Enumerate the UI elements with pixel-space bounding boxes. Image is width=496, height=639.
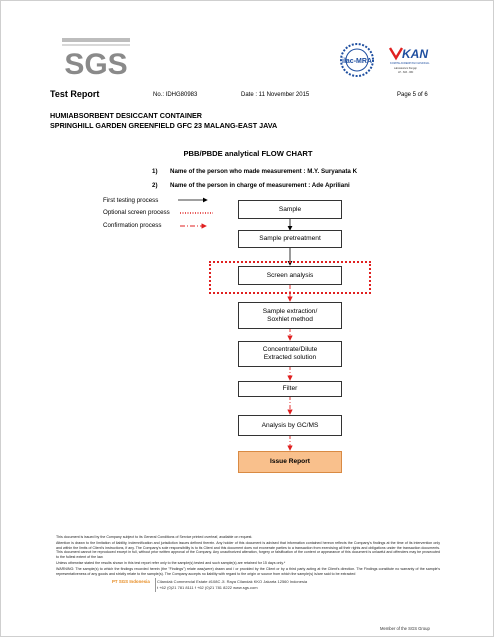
page-number: Page 5 of 6	[397, 92, 428, 98]
report-date: Date : 11 November 2015	[241, 92, 310, 98]
svg-text:Laboratorium Penguji: Laboratorium Penguji	[394, 67, 417, 70]
svg-text:LP - 603 - IDN: LP - 603 - IDN	[398, 71, 414, 74]
legend-confirmation: Confirmation process	[103, 222, 162, 229]
footer-address-2: t +62 (0)21 781 8111 f +62 (0)21 781 8222 www.sgs.com	[157, 585, 258, 590]
legend-first-testing: First testing process	[103, 197, 159, 204]
box-analysis-gcms: Analysis by GC/MS	[238, 415, 342, 436]
footer-member: Member of the SGS Group	[380, 626, 430, 631]
report-title: Test Report	[50, 89, 100, 99]
footer-para-1: This document is issued by the Company subject to its General Conditions of Service printed overleaf, available on request.	[56, 535, 253, 539]
company-line-1: HUMIABSORBENT DESICCANT CONTAINER	[50, 111, 202, 120]
footer-organization: PT SGS Indonesia	[112, 579, 150, 584]
box-sample-extraction: Sample extraction/ Soxhlet method	[238, 302, 342, 329]
sgs-logo-text: SGS	[64, 48, 128, 80]
person-2: Name of the person in charge of measurement : Ade Apriliani	[170, 182, 350, 189]
footer-para-2: Attention is drawn to the limitation of liability, indemnification and jurisdiction issues defined therein. Any holder of this document is advised that information contained hereon reflects the Company's findings at the time of its intervention only and within the limits of Client's instructions, if any. The Company's sole responsibility is to its Client and this document does not exonerate parties to a transaction from exercising all their rights and obligations under the transaction documents. This document cannot be reproduced except in full, without prior written approval of the Company. Any unauthorized alteration, forgery or falsification of the content or appearance of this document is unlawful and offenders may be prosecuted to the fullest extent of the law.	[56, 541, 440, 559]
svg-text:KOMITE AKREDITASI NASIONAL: KOMITE AKREDITASI NASIONAL	[390, 62, 430, 65]
box-screen-analysis: Screen analysis	[238, 266, 342, 285]
footer-address-1: Cilandak Commercial Estate #108C Jl. Raya Cilandak KKO Jakarta 12560 Indonesia	[157, 579, 308, 584]
footer-para-3: Unless otherwise stated the results shown in this test report refer only to the sample(s) tested and such sample(s) are retained for 15 days only.*	[56, 561, 286, 565]
footer-para-4: WARNING: The sample(s) to which the findings recorded herein (the "Findings") relate was(were) drawn and / or provided by the Client or by a third party acting at the Client's direction. The Findings constitute no warranty of the sample's representativeness of any goods and strictly relate to the sample(s). The Company accepts no liability with regard to the origin or source from which the sample(s) is/are said to be extracted	[56, 567, 440, 576]
box-issue-report: Issue Report	[238, 451, 342, 473]
svg-text:KAN: KAN	[402, 47, 428, 61]
box-sample-pretreatment: Sample pretreatment	[238, 230, 342, 248]
box-filter: Filter	[238, 381, 342, 397]
person-1-number: 1)	[152, 168, 158, 175]
box-concentrate: Concentrate/Dilute Extracted solution	[238, 341, 342, 367]
person-2-number: 2)	[152, 182, 158, 189]
footer-divider	[155, 578, 156, 592]
legend-optional-screen: Optional screen process	[103, 209, 170, 216]
company-line-2: SPRINGHILL GARDEN GREENFIELD GFC 23 MALANG-EAST JAVA	[50, 121, 278, 130]
svg-text:ilac-MRA: ilac-MRA	[342, 58, 372, 65]
person-1: Name of the person who made measurement : M.Y. Suryanata K	[170, 168, 358, 175]
report-number: No.: IDHG80983	[153, 92, 198, 98]
box-sample: Sample	[238, 200, 342, 219]
flow-chart-title: PBB/PBDE analytical FLOW CHART	[183, 149, 313, 158]
